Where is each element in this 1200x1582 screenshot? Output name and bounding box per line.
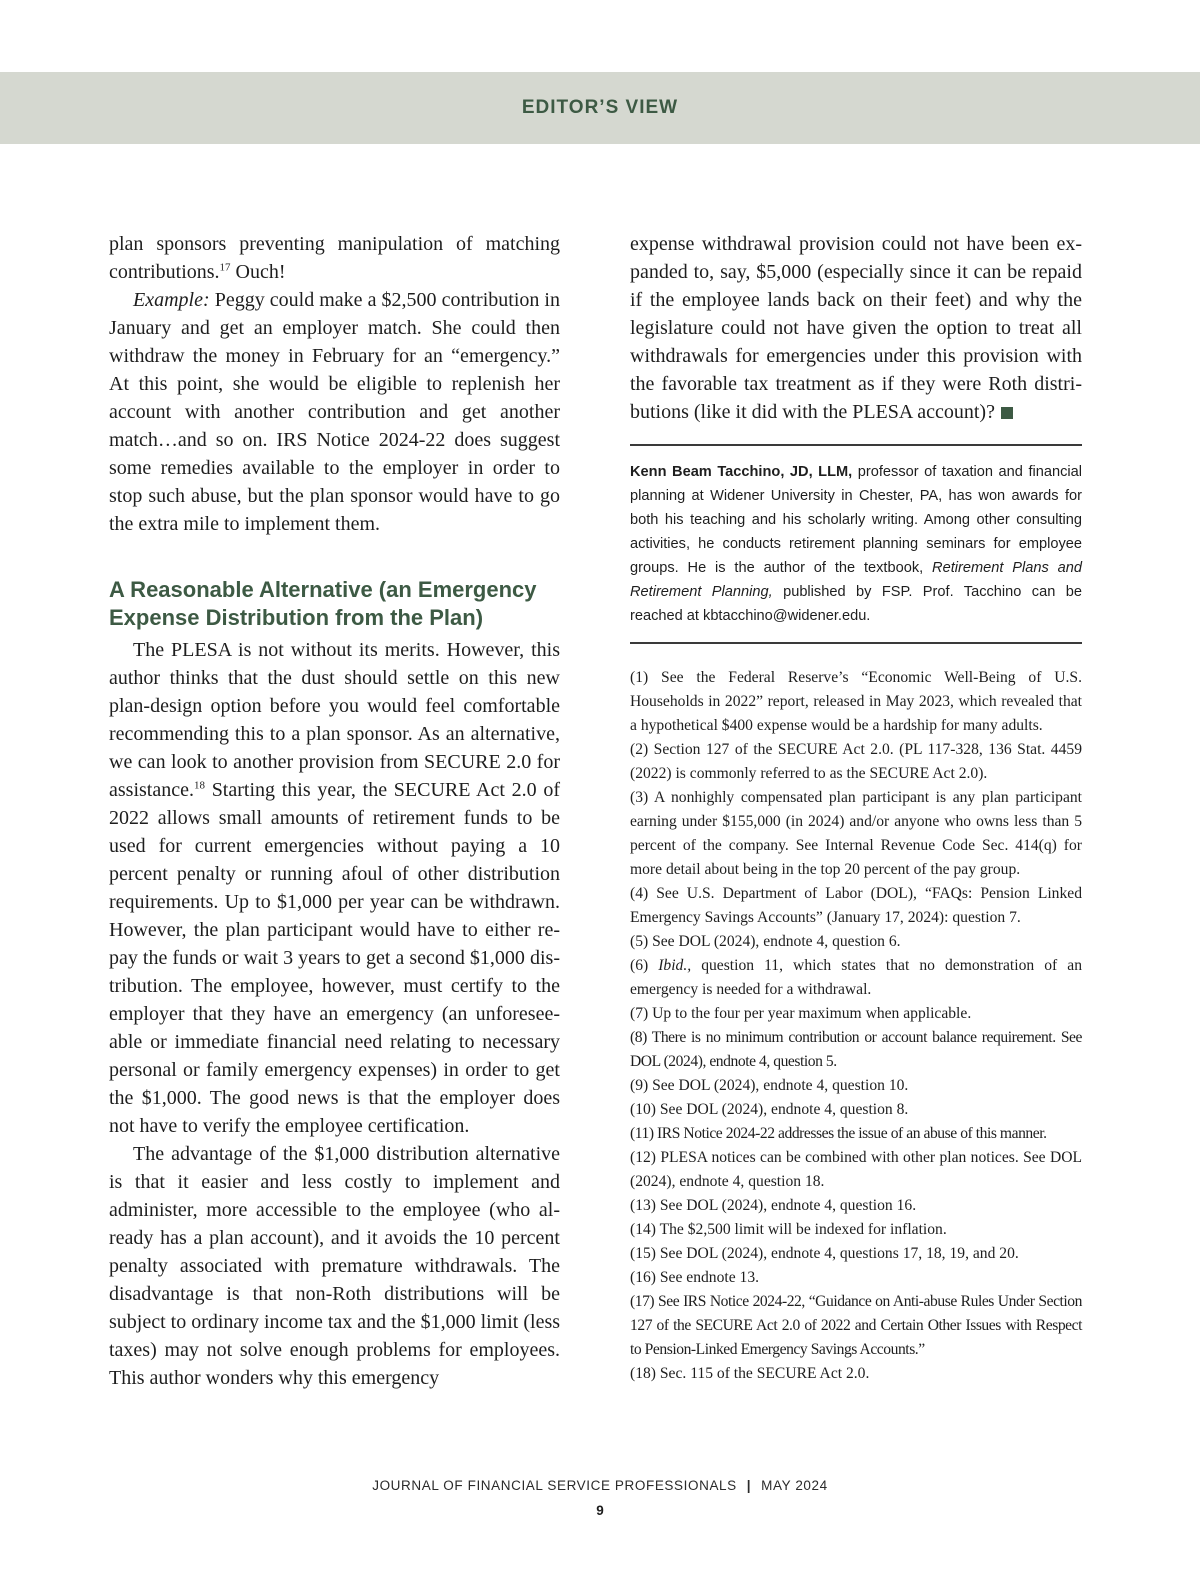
author-name: Kenn Beam Tacchino, JD, LLM, [630, 464, 853, 480]
left-column [109, 230, 560, 1392]
divider [630, 642, 1082, 644]
endnote: (5) See DOL (2024), endnote 4, question 6. [630, 933, 901, 950]
endnote: (6) Ibid., question 11, which states that no demonstration of an emergency is needed for a withdrawal. [630, 957, 1082, 998]
section-heading: A Reasonable Alternative (an Emergency Expense Distribution from the Plan) [109, 577, 537, 630]
footnote-ref: 17 [219, 261, 231, 274]
footer-separator: | [746, 1478, 752, 1493]
endnote: (13) See DOL (2024), endnote 4, question 16. [630, 1197, 917, 1214]
running-footer [0, 1478, 1200, 1493]
example-label: Example: [133, 289, 210, 311]
endnote: (16) See endnote 13. [630, 1269, 760, 1286]
endnote: (1) See the Federal Reserve’s “Economic Well-Being of U.S. Households in 2022” report, released in May 2023, which revealed that a hypothetical $400 expense would be a hardship for many adults. [630, 669, 1082, 734]
paragraph: Example: Peggy could make a $2,500 contribution in January and get an employer match. She could then withdraw the money in February for an “emergency.” At this point, she would be eligible to replenish her account with another contribution and get another match…and so on. IRS Notice 2024-22 does suggest some remedies available to the employer in order to stop such abuse, but the plan sponsor would have to go the extra mile to implement them. [109, 289, 560, 535]
endnote: (15) See DOL (2024), endnote 4, questions 17, 18, 19, and 20. [630, 1245, 1019, 1262]
article-body [109, 230, 560, 538]
issue-date: MAY 2024 [761, 1478, 828, 1493]
endnotes [630, 666, 1082, 1386]
endnote: (4) See U.S. Department of Labor (DOL), “FAQs: Pension Linked Emergency Savings Accounts” (January 17, 2024): question 7. [630, 885, 1082, 926]
paragraph: expense withdrawal provision could not have been expanded to, say, $5,000 (especially since it can be repaid if the employee lands back on their feet) and why the legislature could not have given the option to treat all withdrawals for emergencies under this provision with the favorable tax treatment as if they were Roth distributions (like it did with the PLESA account)? [630, 233, 1082, 423]
book-title: Retirement Plans and Retirement Planning, [630, 560, 1082, 600]
endnote: (7) Up to the four per year maximum when applicable. [630, 1005, 972, 1022]
endnote: (11) IRS Notice 2024-22 addresses the issue of an abuse of this manner. [630, 1125, 1047, 1142]
endnote: (10) See DOL (2024), endnote 4, question 8. [630, 1101, 909, 1118]
header-band [0, 72, 1200, 144]
paragraph: The PLESA is not without its merits. However, this author thinks that the dust should settle on this new plan-design option before you would feel comfortable recommending this to a plan sponsor. As an alternative, we can look to another provision from SECURE 2.0 for assistance.$^{18}$ Starting this year, the SECURE Act 2.0 of 2022 allows small amounts of retirement funds to be used for current emergencies without paying a 10 percent penalty or running afoul of other distribution requirements. Up to $1,000 per year can be withdrawn. However, the plan participant would have to either repay the funds or wait 3 years to get a second $1,000 distribution. The employee, however, must certify to the employer that they have an emergency (an unforeseeable or immediate financial need relating to necessary personal or family emergency expenses) in order to get the $1,000. The good news is that the employer does not have to verify the employee certification. [109, 639, 560, 1137]
journal-name: JOURNAL OF FINANCIAL SERVICE PROFESSIONALS [372, 1478, 737, 1493]
endnote: (17) See IRS Notice 2024-22, “Guidance on Anti-abuse Rules Under Section 127 of the SECURE Act 2.0 of 2022 and Certain Other Issues with Respect to Pension-Linked Emergency Savings Accounts.” [630, 1293, 1082, 1358]
author-bio: Kenn Beam Tacchino, JD, LLM, professor of taxation and financial planning at Widener University in Chester, PA, has won awards for both his teaching and his scholarly writing. Among other consulting activities, he conducts retirement planning seminars for employee groups. He is the author of the textbook, Retirement Plans and Retirement Planning, published by FSP. Prof. Tacchino can be reached at kbtacchino@widener.edu. [630, 464, 1083, 624]
endnote: (3) A nonhighly compensated plan participant is any plan participant earning under $155,000 (in 2024) and/or anyone who owns less than 5 percent of the company. See Internal Revenue Code Sec. 414(q) for more detail about being in the top 20 percent of the pay group. [630, 789, 1082, 878]
endnote: (18) Sec. 115 of the SECURE Act 2.0. [630, 1365, 870, 1382]
section-label: EDITOR’S VIEW [521, 97, 679, 118]
right-column [630, 230, 1082, 1386]
paragraph: The advantage of the $1,000 distribution alternative is that it easier and less costly to implement and administer, more accessible to the employee (who already has a plan account), and it avoids the 10 percent penalty associated with premature withdrawals. The disadvantage is that non-Roth distributions will be subject to ordinary income tax and the $1,000 limit (less taxes) may not solve enough problems for employees. This author wonders why this emergency [109, 1143, 561, 1389]
article-body [109, 636, 560, 1392]
endnote: (12) PLESA notices can be combined with other plan notices. See DOL (2024), endnote 4, question 18. [630, 1149, 1082, 1190]
paragraph: plan sponsors preventing manipulation of matching contributions.$^{17}$ Ouch! [109, 233, 560, 283]
article-body [630, 230, 1082, 426]
page-number: 9 [596, 1503, 604, 1518]
endnote: (9) See DOL (2024), endnote 4, question 10. [630, 1077, 909, 1094]
divider [630, 444, 1082, 446]
footnote-ref: 18 [193, 779, 205, 792]
endnote: (8) There is no minimum contribution or account balance requirement. See DOL (2024), endnote 4, question 5. [630, 1029, 1082, 1070]
endnote: (2) Section 127 of the SECURE Act 2.0. (PL 117-328, 136 Stat. 4459 (2022) is commonly referred to as the SECURE Act 2.0). [630, 741, 1082, 782]
endnote: (14) The $2,500 limit will be indexed for inflation. [630, 1221, 947, 1238]
end-of-article-square-icon [1001, 407, 1013, 419]
